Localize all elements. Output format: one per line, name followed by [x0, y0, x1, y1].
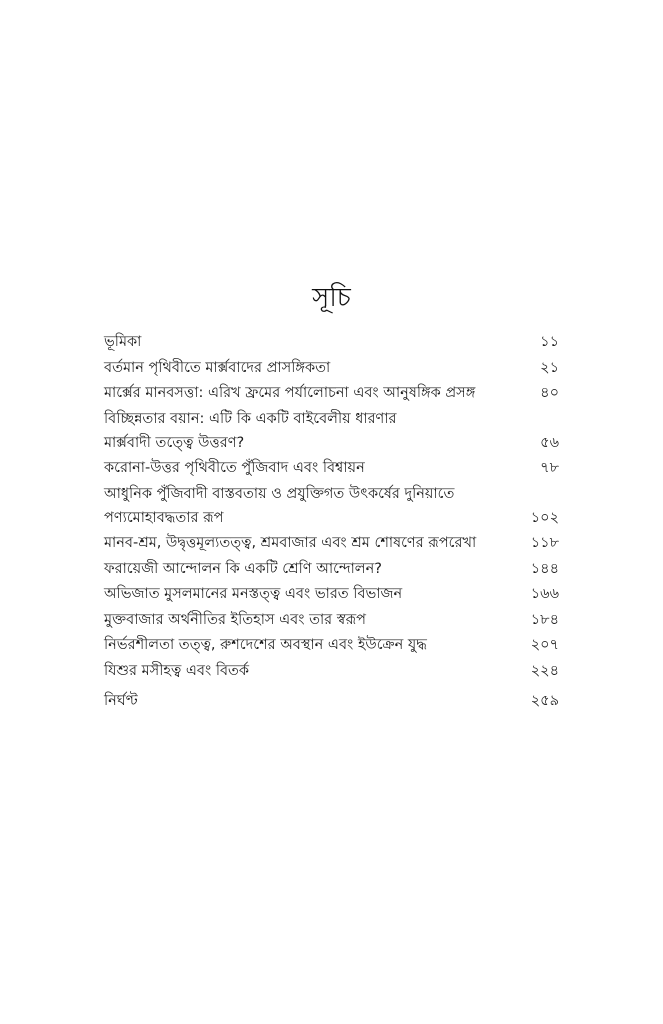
toc-entry[interactable] — [104, 356, 559, 380]
toc-entry-title: ফরায়েজী আন্দোলন কি একটি শ্রেণি আন্দোলন? — [104, 560, 382, 577]
toc-entry[interactable] — [104, 456, 559, 480]
toc-page-number: ১৪৪ — [530, 560, 559, 577]
toc-page-number: ১৮৪ — [530, 611, 559, 628]
toc-entry[interactable] — [104, 381, 559, 405]
toc-entry-title: যিশুর মসীহত্ব এবং বিতর্ক — [104, 662, 250, 679]
toc-entry[interactable] — [104, 531, 559, 555]
toc-page-number: ৫৬ — [540, 434, 559, 451]
table-of-contents — [104, 330, 559, 714]
toc-page-number: ১১ — [540, 334, 559, 350]
toc-heading: সূচি — [312, 283, 351, 313]
toc-page-number: ১১৮ — [530, 535, 559, 551]
toc-entry-title: বর্তমান পৃথিবীতে মার্ক্সবাদের প্রাসঙ্গিকতা — [104, 359, 331, 376]
toc-entry-title: মার্ক্সের মানবসত্তা: এরিখ ফ্রমের পর্যালোচনা এবং আনুষঙ্গিক প্রসঙ্গ — [104, 385, 476, 401]
toc-entry-title: করোনা-উত্তর পৃথিবীতে পুঁজিবাদ এবং বিশ্বায়ন — [104, 460, 365, 476]
toc-entry-title: আধুনিক পুঁজিবাদী বাস্তবতায় ও প্রযুক্তিগত উৎকর্ষের দুনিয়াতে পণ্যমোহাবদ্ধতার রূপ — [104, 485, 455, 526]
toc-page-number: ২১ — [540, 359, 559, 376]
toc-page-number: ১০২ — [530, 509, 559, 526]
toc-page-number: ১৬৬ — [530, 586, 559, 602]
toc-entry-introduction[interactable] — [104, 330, 559, 354]
toc-page-number: ২২৪ — [530, 662, 559, 679]
toc-entry[interactable] — [104, 633, 559, 657]
toc-entry-title: মুক্তবাজার অর্থনীতির ইতিহাস এবং তার স্বরূপ — [104, 611, 366, 628]
toc-entry-title: অভিজাত মুসলমানের মনস্তত্ত্ব এবং ভারত বিভাজন — [104, 586, 403, 602]
toc-page-number: ৭৮ — [540, 460, 559, 476]
toc-entry[interactable] — [104, 557, 559, 581]
toc-entry[interactable] — [104, 482, 559, 530]
toc-entry[interactable] — [104, 608, 559, 632]
toc-entry[interactable] — [104, 582, 559, 606]
toc-page-number: ২৫৯ — [530, 692, 559, 709]
toc-entry-title: নির্ভরশীলতা তত্ত্ব, রুশদেশের অবস্থান এবং ইউক্রেন যুদ্ধ — [104, 637, 427, 653]
toc-page-number: ২০৭ — [530, 637, 559, 653]
toc-entry-title: বিচ্ছিন্নতার বয়ান: এটি কি একটি বাইবেলীয় ধারণার মার্ক্সবাদী তত্ত্বে উত্তরণ? — [104, 410, 397, 451]
toc-entry[interactable] — [104, 659, 559, 683]
toc-entry-title: ভূমিকা — [104, 334, 142, 350]
toc-entry-title: নির্ঘণ্ট — [104, 692, 138, 709]
toc-entry[interactable] — [104, 407, 559, 455]
toc-page-number: ৪০ — [540, 385, 559, 401]
toc-entry-index[interactable] — [104, 689, 559, 713]
toc-entry-title: মানব-শ্রম, উদ্বৃত্তমূল্যতত্ত্ব, শ্রমবাজার এবং শ্রম শোষণের রূপরেখা — [104, 535, 477, 551]
